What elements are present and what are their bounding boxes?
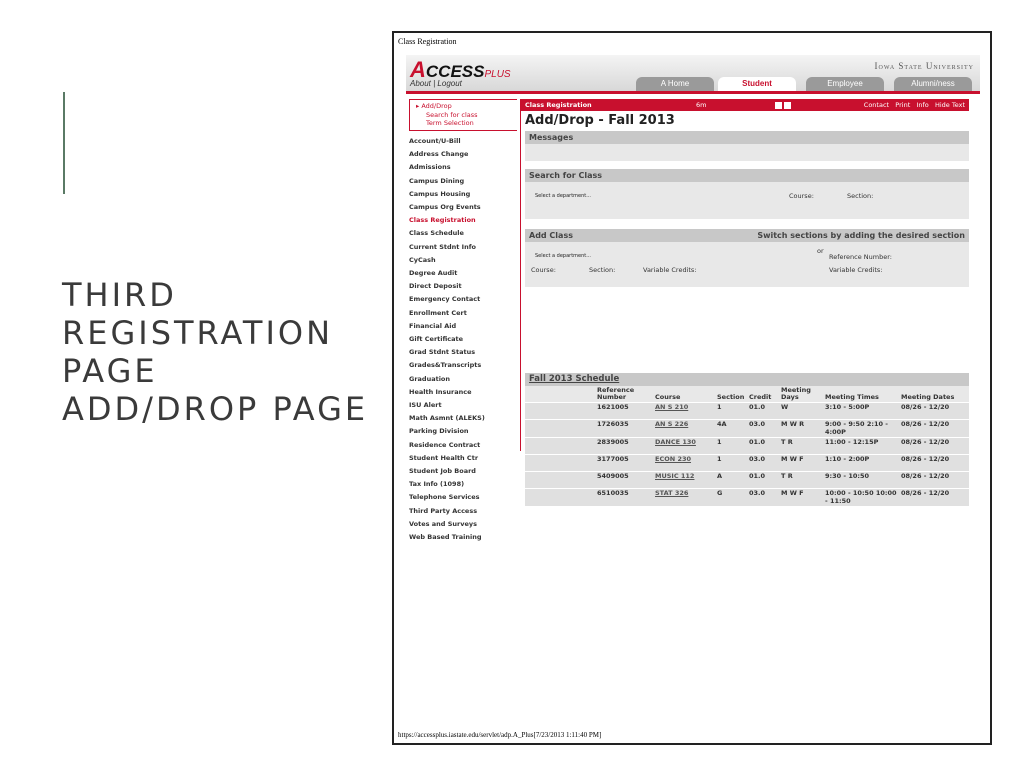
sidebar-item[interactable]: Gift Certificate [409, 335, 464, 344]
col-section: Section [715, 386, 747, 403]
add-department-select[interactable]: Select a department... [535, 253, 592, 259]
tab-alumni[interactable]: Alumni/ness [894, 77, 972, 91]
print-link[interactable]: Print [895, 101, 911, 109]
cell-times: 11:00 - 12:15P [823, 438, 899, 455]
col-course: Course [653, 386, 715, 403]
sidebar-item[interactable]: Health Insurance [409, 387, 472, 396]
main-content [520, 99, 969, 505]
page-title: Add/Drop - Fall 2013 [525, 113, 675, 128]
cell-course[interactable]: STAT 326 [653, 489, 715, 507]
cell-days: M W F [779, 489, 823, 507]
sidebar-item-search-for-class[interactable]: Search for class [426, 111, 478, 119]
cell-reference: 2839005 [595, 438, 653, 455]
table-row [525, 438, 969, 455]
sidebar-item-add-drop[interactable]: ▸ Add/Drop [416, 102, 452, 110]
schedule-heading[interactable]: Fall 2013 Schedule [525, 373, 969, 386]
cell-times: 9:30 - 10:50 [823, 472, 899, 489]
sidebar-item[interactable]: Address Change [409, 150, 469, 159]
col-meeting-days: Meeting Days [779, 386, 823, 403]
sidebar-item[interactable]: Direct Deposit [409, 282, 462, 291]
cell-dates: 08/26 - 12/20 [899, 472, 969, 489]
department-select[interactable]: Select a department... [535, 193, 592, 199]
table-row [525, 489, 969, 507]
cell-reference: 3177005 [595, 455, 653, 472]
sidebar-item[interactable]: Degree Audit [409, 269, 458, 278]
toolbar-links [864, 99, 965, 111]
cell-reference: 1726035 [595, 420, 653, 438]
cell-dates: 08/26 - 12/20 [899, 438, 969, 455]
reference-number-label: Reference Number: [829, 253, 892, 261]
schedule-table [525, 386, 969, 506]
sidebar-item-term-selection[interactable]: Term Selection [426, 119, 474, 127]
row-spacer [525, 438, 595, 455]
sidebar-item[interactable]: Campus Org Events [409, 203, 481, 212]
row-spacer [525, 489, 595, 507]
cell-times: 9:00 - 9:50 2:10 - 4:00P [823, 420, 899, 438]
messages-section [525, 131, 969, 161]
add-credits-label: Variable Credits: [643, 266, 697, 274]
schedule-section [525, 373, 969, 506]
cell-dates: 08/26 - 12/20 [899, 420, 969, 438]
cell-dates: 08/26 - 12/20 [899, 455, 969, 472]
table-row [525, 455, 969, 472]
table-row [525, 403, 969, 420]
section-label: Section: [847, 192, 874, 200]
site-header [406, 55, 980, 91]
section-bar-title: Class Registration [525, 101, 592, 109]
col-meeting-dates: Meeting Dates [899, 386, 969, 403]
sidebar-item[interactable]: Parking Division [409, 427, 469, 436]
cell-times: 10:00 - 10:50 10:00 - 11:50 [823, 489, 899, 507]
cell-credit: 01.0 [747, 403, 779, 420]
sidebar-item[interactable]: Third Party Access [409, 506, 478, 515]
row-spacer [525, 455, 595, 472]
cell-credit: 03.0 [747, 455, 779, 472]
section-bar [521, 99, 969, 111]
cell-section: 1 [715, 438, 747, 455]
about-logout-links[interactable]: About | Logout [410, 79, 462, 88]
sidebar-item[interactable]: Class Schedule [409, 229, 464, 238]
sidebar-item[interactable]: Enrollment Cert [409, 308, 467, 317]
sidebar-list [409, 135, 517, 544]
cell-days: W [779, 403, 823, 420]
search-heading: Search for Class [525, 169, 969, 182]
cell-credit: 03.0 [747, 420, 779, 438]
sidebar-subnav [409, 99, 517, 131]
add-class-section [525, 229, 969, 287]
sidebar-item[interactable]: Math Asmnt (ALEKS) [409, 414, 485, 423]
tab-student[interactable]: Student [718, 77, 796, 91]
cell-reference: 1621005 [595, 403, 653, 420]
sidebar-item[interactable]: Graduation [409, 374, 451, 383]
sidebar-item[interactable]: Grades&Transcripts [409, 361, 482, 370]
cell-course[interactable]: DANCE 130 [653, 438, 715, 455]
sidebar-item[interactable]: Tax Info (1098) [409, 480, 465, 489]
col-credit: Credit [747, 386, 779, 403]
cell-section: 1 [715, 403, 747, 420]
row-spacer [525, 472, 595, 489]
nav-arrow-icons[interactable] [775, 99, 793, 111]
col-reference-number: Reference Number [595, 386, 653, 403]
cell-times: 3:10 - 5:00P [823, 403, 899, 420]
hide-text-link[interactable]: Hide Text [934, 101, 965, 109]
slide-title-line: REGISTRATION [62, 314, 333, 352]
sidebar-item[interactable]: Class Registration [409, 216, 476, 225]
sidebar-item[interactable]: Web Based Training [409, 533, 482, 542]
sidebar-item[interactable]: Financial Aid [409, 321, 457, 330]
cell-credit: 03.0 [747, 489, 779, 507]
sidebar-item[interactable]: Emergency Contact [409, 295, 481, 304]
cell-section: A [715, 472, 747, 489]
search-section [525, 169, 969, 219]
cell-section: 4A [715, 420, 747, 438]
add-section-label: Section: [589, 266, 616, 274]
cell-section: G [715, 489, 747, 507]
sidebar-item[interactable]: Campus Housing [409, 189, 471, 198]
row-spacer [525, 420, 595, 438]
cell-days: M W R [779, 420, 823, 438]
status-bar-url: https://accessplus.iastate.edu/servlet/adp.A_Plus[7/23/2013 1:11:40 PM] [398, 731, 602, 739]
course-label: Course: [789, 192, 814, 200]
screenshot-frame [392, 31, 992, 745]
cell-course[interactable]: AN S 226 [653, 420, 715, 438]
sidebar-item[interactable]: Student Health Ctr [409, 453, 479, 462]
university-name: Iowa State University [874, 61, 974, 71]
slide-accent-line [63, 92, 65, 194]
sidebar-item[interactable]: Campus Dining [409, 176, 465, 185]
section-bar-mid: 6m [696, 101, 707, 109]
tab-home[interactable]: A Home [636, 77, 714, 91]
accessplus-logo[interactable]: ACCESSPLUS [410, 57, 511, 82]
tab-employee[interactable]: Employee [806, 77, 884, 91]
sidebar-item[interactable]: ISU Alert [409, 401, 442, 410]
cell-days: T R [779, 472, 823, 489]
info-link[interactable]: Info [916, 101, 929, 109]
cell-dates: 08/26 - 12/20 [899, 403, 969, 420]
cell-times: 1:10 - 2:00P [823, 455, 899, 472]
sidebar-item[interactable]: CyCash [409, 255, 436, 264]
col-meeting-times: Meeting Times [823, 386, 899, 403]
sidebar-item[interactable]: Residence Contract [409, 440, 481, 449]
add-course-label: Course: [531, 266, 556, 274]
cell-reference: 6510035 [595, 489, 653, 507]
cell-section: 1 [715, 455, 747, 472]
ref-credits-label: Variable Credits: [829, 266, 883, 274]
slide-title-line: ADD/DROP PAGE [62, 390, 369, 428]
sidebar-item[interactable]: Votes and Surveys [409, 519, 477, 528]
table-row [525, 420, 969, 438]
row-spacer [525, 403, 595, 420]
cell-credit: 01.0 [747, 438, 779, 455]
cell-days: T R [779, 438, 823, 455]
sidebar-item[interactable]: Current Stdnt Info [409, 242, 476, 251]
window-title: Class Registration [398, 37, 457, 46]
sidebar-item[interactable]: Student Job Board [409, 467, 476, 476]
sidebar-item[interactable]: Telephone Services [409, 493, 480, 502]
table-row [525, 472, 969, 489]
sidebar-item[interactable]: Account/U-Bill [409, 137, 461, 145]
slide-title-line: PAGE [62, 352, 158, 390]
slide-title [62, 276, 369, 428]
cell-reference: 5409005 [595, 472, 653, 489]
header-divider [406, 91, 980, 94]
or-label: or [817, 247, 824, 255]
cell-course[interactable]: MUSIC 112 [653, 472, 715, 489]
cell-credit: 01.0 [747, 472, 779, 489]
messages-heading: Messages [525, 131, 969, 144]
schedule-header-row [525, 386, 969, 403]
add-class-heading: Add Class Switch sections by adding the desired section [525, 229, 969, 242]
cell-days: M W F [779, 455, 823, 472]
switch-sections-note: Switch sections by adding the desired section [757, 231, 965, 240]
slide-title-line: THIRD [62, 276, 177, 314]
sidebar-item[interactable]: Admissions [409, 163, 451, 172]
cell-course[interactable]: AN S 210 [653, 403, 715, 420]
sidebar [409, 99, 517, 544]
contact-link[interactable]: Contact [863, 101, 890, 109]
cell-dates: 08/26 - 12/20 [899, 489, 969, 507]
sidebar-item[interactable]: Grad Stdnt Status [409, 348, 476, 357]
cell-course[interactable]: ECON 230 [653, 455, 715, 472]
